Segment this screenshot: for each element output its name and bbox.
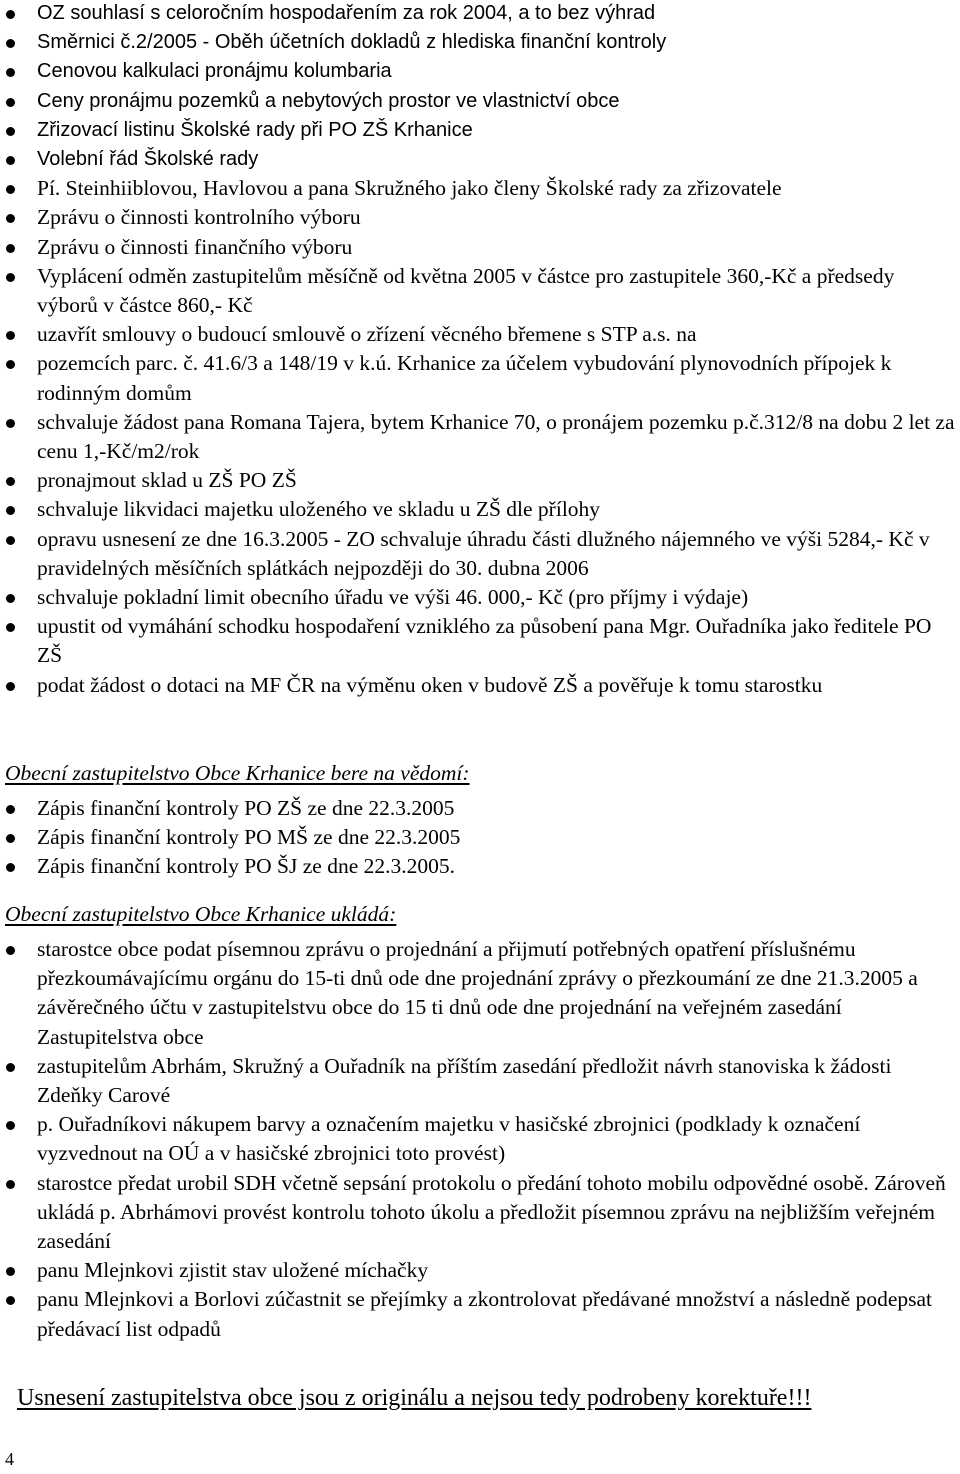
section-heading-tasks: Obecní zastupitelstvo Obce Krhanice ukládá: [5,902,397,926]
noted-items-list [0,794,958,882]
list-item: panu Mlejnkovi a Borlovi zúčastnit se přejímky a zkontrolovat předávané množství a následně podepsat předávací list odpadů [0,1285,958,1343]
list-item: pozemcích parc. č. 41.6/3 a 148/19 v k.ú. Krhanice za účelem vybudování plynovodních přípojek k rodinným domům [0,349,958,407]
list-item: podat žádost o dotaci na MF ČR na výměnu oken v budově ZŠ a pověřuje k tomu starostku [0,671,958,700]
list-item: Zřizovací listinu Školské rady při PO ZŠ Krhanice [0,116,958,145]
list-item: schvaluje likvidaci majetku uloženého ve skladu u ZŠ dle přílohy [0,495,958,524]
approved-items-list [0,0,958,700]
list-item: upustit od vymáhání schodku hospodaření vzniklého za působení pana Mgr. Ouřadníka jako ředitele PO ZŠ [0,612,958,670]
list-item: Směrnici č.2/2005 - Oběh účetních dokladů z hlediska finanční kontroly [0,28,958,57]
list-item: starostce obce podat písemnou zprávu o projednání a přijmutí potřebných opatření příslušnému přezkoumávajícímu orgánu do 15-ti dnů ode dne projednání zprávy o přezkoumání ze dne 21.3.2005 a závěrečného účtu v zastupitelstvu obce do 15 ti dnů ode dne projednání na veřejném zasedání Zastupitelstva obce [0,935,958,1052]
list-item: uzavřít smlouvy o budoucí smlouvě o zřízení věcného břemene s STP a.s. na [0,320,958,349]
list-item: panu Mlejnkovi zjistit stav uložené míchačky [0,1256,958,1285]
list-item: Volební řád Školské rady [0,145,958,174]
page-number: 4 [5,1449,14,1469]
list-item: Vyplácení odměn zastupitelům měsíčně od května 2005 v částce pro zastupitele 360,-Kč a předsedy výborů v částce 860,- Kč [0,262,958,320]
list-item: Zprávu o činnosti finančního výboru [0,233,958,262]
list-item: Ceny pronájmu pozemků a nebytových prostor ve vlastnictví obce [0,87,958,116]
list-item: Zprávu o činnosti kontrolního výboru [0,203,958,232]
list-item: OZ souhlasí s celoročním hospodařením za rok 2004, a to bez výhrad [0,0,958,28]
list-item: Zápis finanční kontroly PO MŠ ze dne 22.3.2005 [0,823,958,852]
list-item: Zápis finanční kontroly PO ZŠ ze dne 22.3.2005 [0,794,958,823]
list-item: schvaluje pokladní limit obecního úřadu ve výši 46. 000,- Kč (pro příjmy i výdaje) [0,583,958,612]
list-item: zastupitelům Abrhám, Skružný a Ouřadník na příštím zasedání předložit návrh stanoviska k žádosti Zdeňky Carové [0,1052,958,1110]
list-item: Zápis finanční kontroly PO ŠJ ze dne 22.3.2005. [0,852,958,881]
tasks-items-list [0,935,958,1344]
list-item: Pí. Steinhiiblovou, Havlovou a pana Skružného jako členy Školské rady za zřizovatele [0,174,958,203]
list-item: schvaluje žádost pana Romana Tajera, bytem Krhanice 70, o pronájem pozemku p.č.312/8 na dobu 2 let za cenu 1,-Kč/m2/rok [0,408,958,466]
list-item: pronajmout sklad u ZŠ PO ZŠ [0,466,958,495]
list-item: p. Ouřadníkovi nákupem barvy a označením majetku v hasičské zbrojnici (podklady k označení vyzvednout na OÚ a v hasičské zbrojnici toto provést) [0,1110,958,1168]
closing-note: Usnesení zastupitelstva obce jsou z originálu a nejsou tedy podrobeny korektuře!!! [17,1385,812,1411]
section-heading-noted: Obecní zastupitelstvo Obce Krhanice bere na vědomí: [5,761,470,785]
list-item: Cenovou kalkulaci pronájmu kolumbaria [0,57,958,86]
list-item: starostce předat urobil SDH včetně sepsání protokolu o předání tohoto mobilu odpovědné osobě. Zároveň ukládá p. Abrhámovi provést kontrolu tohoto úkolu a předložit písemnou zprávu na nejbližším veřejném zasedání [0,1169,958,1257]
list-item: opravu usnesení ze dne 16.3.2005 - ZO schvaluje úhradu části dlužného nájemného ve výši 5284,- Kč v pravidelných měsíčních splátkách nejpozději do 30. dubna 2006 [0,525,958,583]
